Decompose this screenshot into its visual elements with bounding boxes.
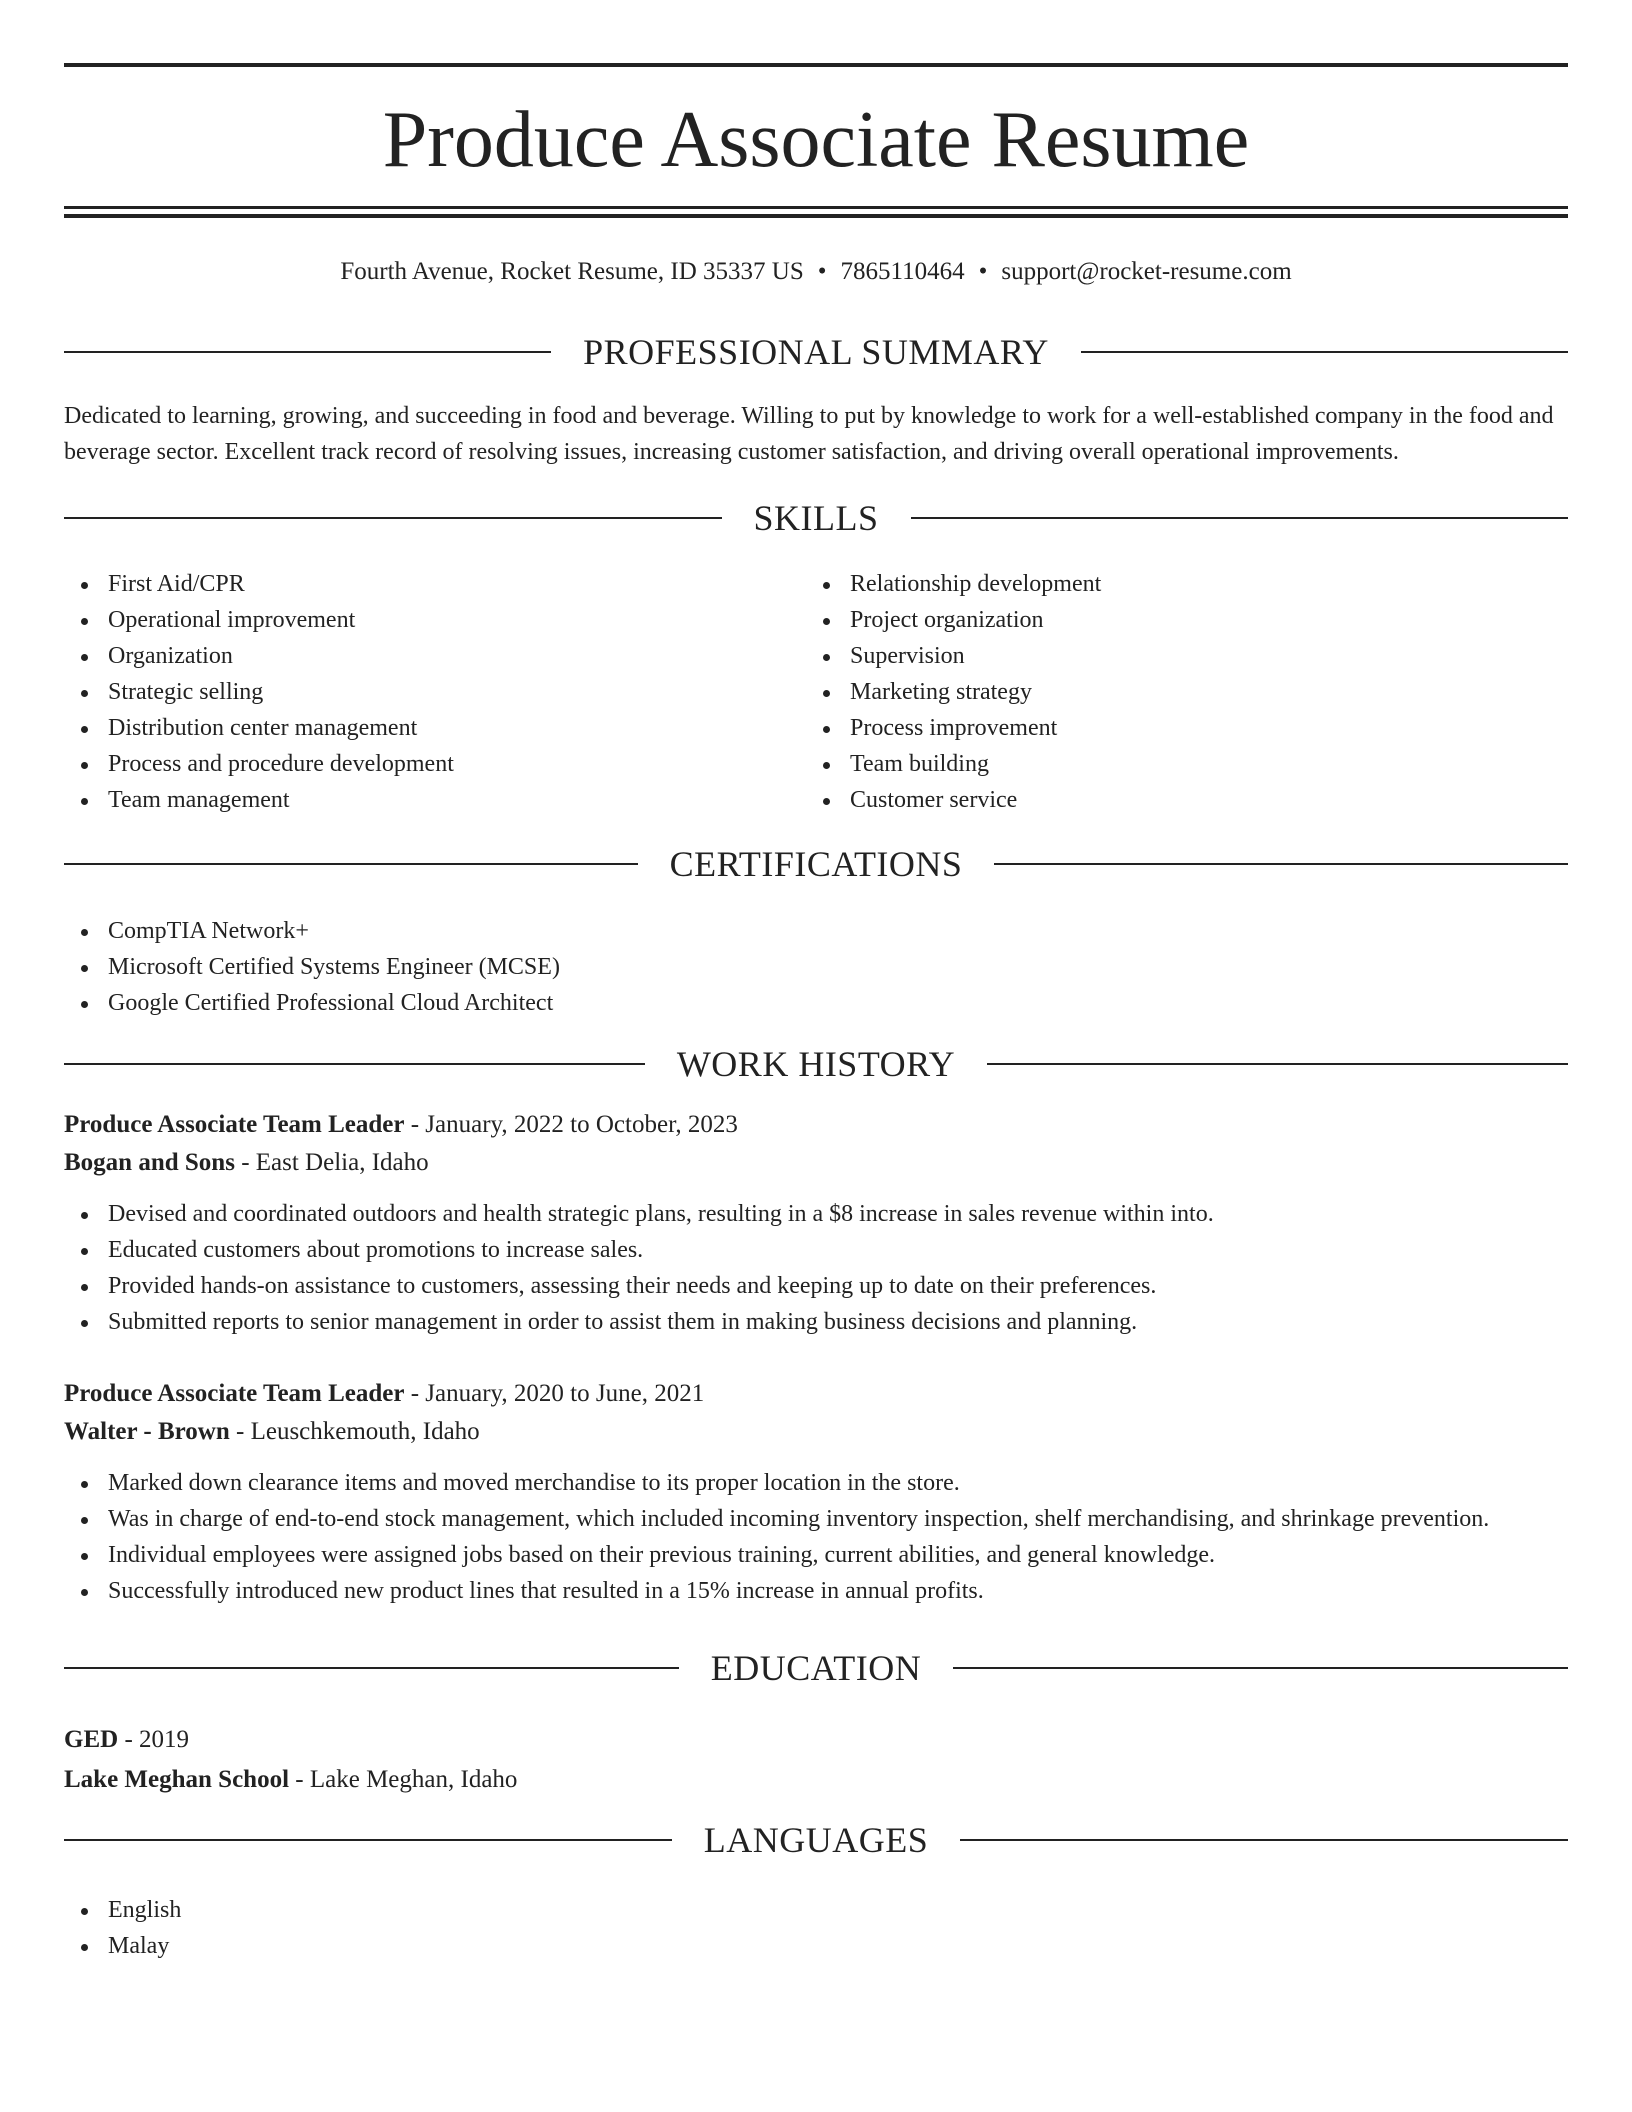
section-header-skills: [64, 496, 1568, 540]
header-rule: [64, 1063, 645, 1065]
skill-item: Relationship development: [806, 566, 1506, 602]
section-header-languages: [64, 1818, 1568, 1862]
job-company-line: [64, 1413, 1568, 1451]
education-school: Lake Meghan School: [64, 1766, 290, 1793]
job-title: Produce Associate Team Leader: [64, 1111, 405, 1138]
languages-list: [64, 1892, 664, 1964]
job-dates: - January, 2022 to October, 2023: [404, 1111, 738, 1138]
section-title: WORK HISTORY: [676, 1044, 956, 1084]
job-location: - Leuschkemouth, Idaho: [229, 1418, 480, 1445]
certifications-list: [64, 913, 1464, 1021]
header-rule: [987, 1063, 1568, 1065]
education-year: - 2019: [118, 1726, 190, 1753]
header-rule: [64, 351, 551, 353]
job-entry: [64, 1375, 1568, 1609]
section-title: LANGUAGES: [703, 1820, 929, 1860]
skills-list-left: [64, 566, 764, 818]
title-double-rule: [64, 206, 1568, 218]
header-rule: [64, 863, 638, 865]
job-bullet: Was in charge of end-to-end stock management, which included incoming inventory inspection, shelf merchandising, and shrinkage prevention.: [64, 1501, 1568, 1537]
certification-item: Microsoft Certified Systems Engineer (MCSE): [64, 949, 1464, 985]
skill-item: Organization: [64, 638, 764, 674]
skill-item: Customer service: [806, 782, 1506, 818]
skill-item: Strategic selling: [64, 674, 764, 710]
contact-phone: 7865110464: [840, 258, 965, 285]
section-title: SKILLS: [753, 498, 879, 538]
skill-item: First Aid/CPR: [64, 566, 764, 602]
job-bullet: Marked down clearance items and moved merchandise to its proper location in the store.: [64, 1465, 1568, 1501]
section-header-education: [64, 1646, 1568, 1690]
job-company: Walter - Brown: [64, 1418, 230, 1445]
header-rule: [953, 1667, 1568, 1669]
header-rule: [1081, 351, 1568, 353]
section-title: PROFESSIONAL SUMMARY: [583, 332, 1049, 372]
job-company-line: [64, 1144, 1568, 1182]
skills-list-right: [806, 566, 1506, 818]
skill-item: Operational improvement: [64, 602, 764, 638]
job-entry: [64, 1106, 1568, 1340]
job-bullets: [64, 1196, 1568, 1340]
header-rule: [64, 517, 722, 519]
header-rule: [994, 863, 1568, 865]
contact-email: support@rocket-resume.com: [1001, 258, 1292, 285]
education-location: - Lake Meghan, Idaho: [289, 1766, 518, 1793]
job-title-line: [64, 1375, 1568, 1413]
header-rule: [64, 1667, 679, 1669]
job-bullet: Successfully introduced new product lines that resulted in a 15% increase in annual profits.: [64, 1573, 1568, 1609]
section-header-certifications: [64, 842, 1568, 886]
job-bullet: Provided hands-on assistance to customers, assessing their needs and keeping up to date on their preferences.: [64, 1268, 1568, 1304]
section-header-summary: [64, 330, 1568, 374]
contact-separator: •: [978, 258, 988, 285]
certification-item: CompTIA Network+: [64, 913, 1464, 949]
education-school-line: [64, 1760, 1568, 1800]
contact-address: Fourth Avenue, Rocket Resume, ID 35337 US: [340, 258, 804, 285]
section-title: CERTIFICATIONS: [669, 844, 963, 884]
top-rule: [64, 63, 1568, 67]
job-dates: - January, 2020 to June, 2021: [404, 1380, 705, 1407]
job-bullet: Individual employees were assigned jobs based on their previous training, current abilities, and general knowledge.: [64, 1537, 1568, 1573]
job-bullets: [64, 1465, 1568, 1609]
skill-item: Process and procedure development: [64, 746, 764, 782]
section-header-work: [64, 1042, 1568, 1086]
skill-item: Supervision: [806, 638, 1506, 674]
job-title-line: [64, 1106, 1568, 1144]
skill-item: Team management: [64, 782, 764, 818]
education-entry: [64, 1720, 1568, 1800]
skill-item: Process improvement: [806, 710, 1506, 746]
section-title: EDUCATION: [710, 1648, 922, 1688]
education-degree: GED: [64, 1726, 119, 1753]
skill-item: Distribution center management: [64, 710, 764, 746]
header-rule: [960, 1839, 1568, 1841]
job-location: - East Delia, Idaho: [234, 1149, 429, 1176]
certification-item: Google Certified Professional Cloud Architect: [64, 985, 1464, 1021]
resume-title: Produce Associate Resume: [382, 96, 1250, 184]
header-rule: [64, 1839, 672, 1841]
job-bullet: Educated customers about promotions to increase sales.: [64, 1232, 1568, 1268]
contact-separator: •: [817, 258, 827, 285]
skill-item: Marketing strategy: [806, 674, 1506, 710]
contact-line: [64, 254, 1568, 290]
job-title: Produce Associate Team Leader: [64, 1380, 405, 1407]
skill-item: Team building: [806, 746, 1506, 782]
job-bullet: Submitted reports to senior management in order to assist them in making business decisions and planning.: [64, 1304, 1568, 1340]
language-item: English: [64, 1892, 664, 1928]
language-item: Malay: [64, 1928, 664, 1964]
job-bullet: Devised and coordinated outdoors and health strategic plans, resulting in a $8 increase in sales revenue within into.: [64, 1196, 1568, 1232]
job-company: Bogan and Sons: [64, 1149, 235, 1176]
header-rule: [911, 517, 1569, 519]
skill-item: Project organization: [806, 602, 1506, 638]
summary-text: Dedicated to learning, growing, and succeeding in food and beverage. Willing to put by knowledge to work for a well-established company in the food and beverage sector. Excellent track record of resolving issues, increasing customer satisfaction, and driving overall operational improvements.: [64, 403, 1554, 465]
education-degree-line: [64, 1720, 1568, 1760]
